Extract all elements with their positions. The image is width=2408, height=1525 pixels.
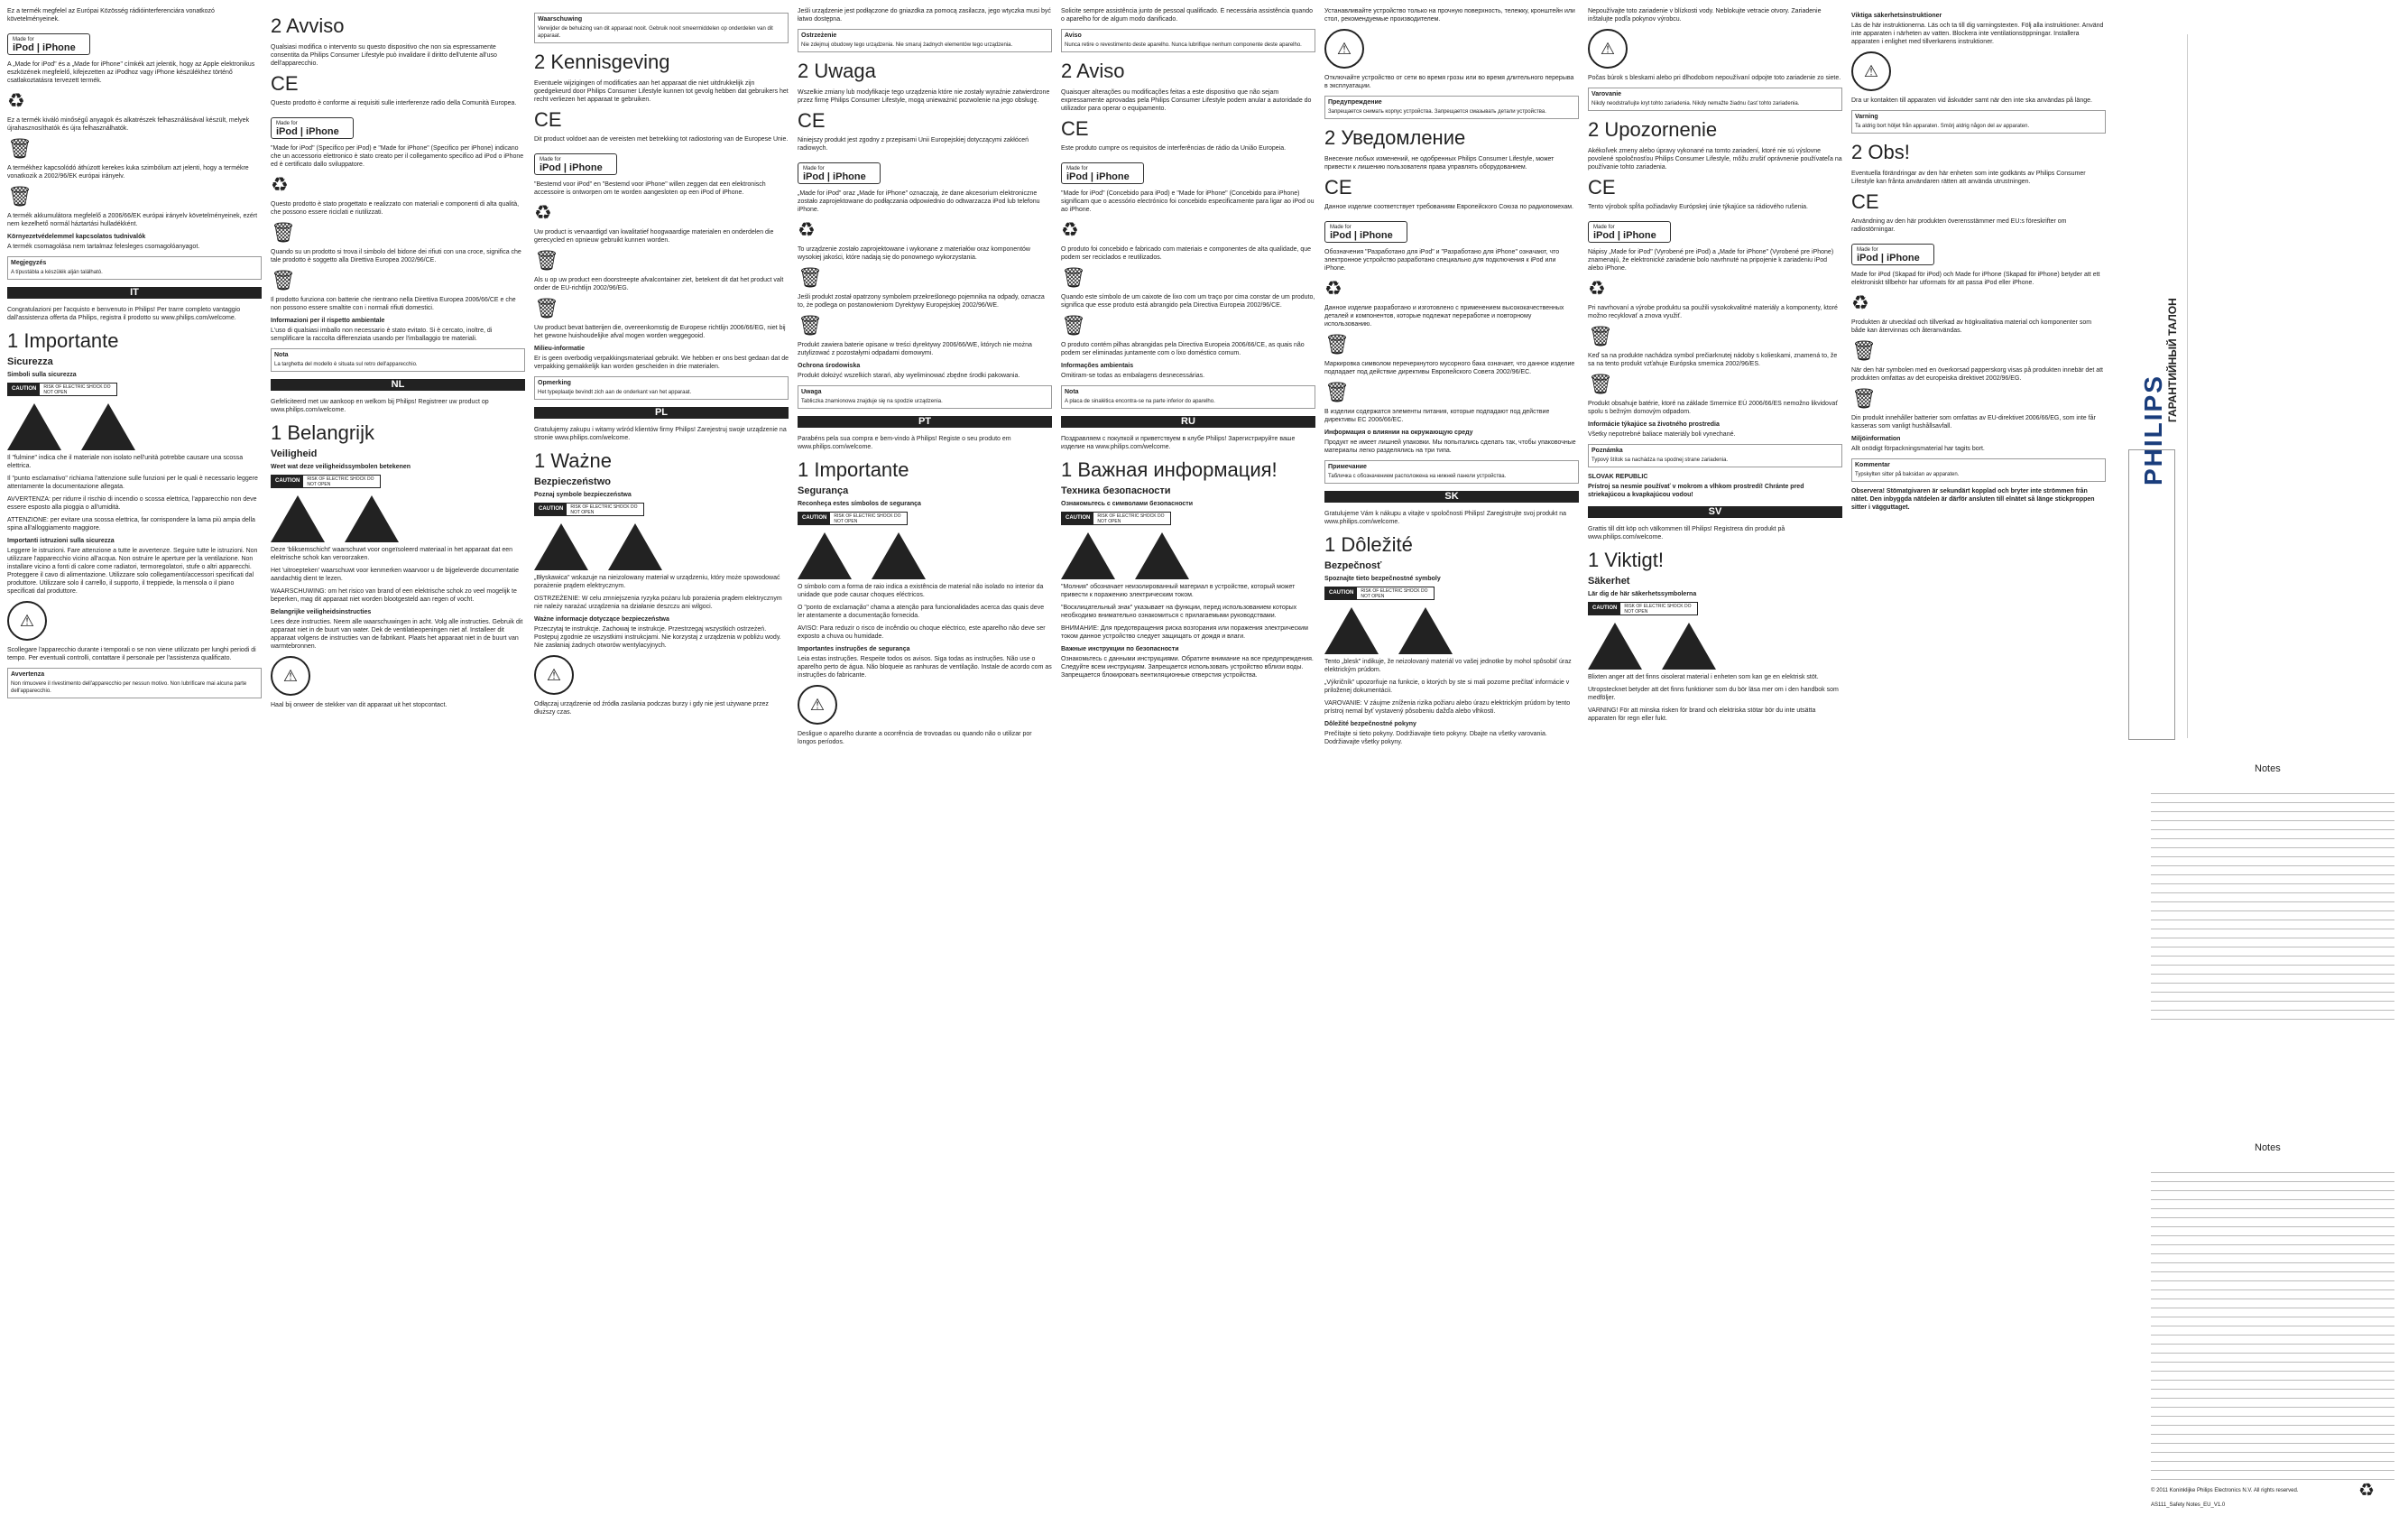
section-heading: Sicurezza [7,356,53,367]
paragraph: Leia estas instruções. Respeite todos os avisos. Siga todas as instruções. Não use o aparelho perto de água. Não bloqueie as ranhuras de ventilação. Instale de acordo com as instruções do fabricante. [798,656,1052,679]
paragraph: "Молния" обозначает неизолированный материал в устройстве, который может привести к поражению электрическим током. [1061,584,1296,598]
paragraph: Quaisquer alterações ou modificações feitas a este dispositivo que não sejam expressamente aprovadas pela Philips Consumer Lifestyle podem anular a autoridade do utilizador para operar o equipamento. [1061,89,1312,112]
section-title: 2 Uwaga [798,60,876,82]
paragraph: „Made for iPod" oraz „Made for iPhone" oznaczają, że dane akcesorium elektroniczne zostało zaprojektowane do podłączania odpowiednio do odtwarzacza iPod lub telefonu iPhone. [798,190,1040,213]
notes-heading: Notes [2255,763,2281,774]
section-heading: Важные инструкции по безопасности [1061,646,1179,652]
paragraph: Leggere le istruzioni. Fare attenzione a tutte le avvertenze. Seguire tutte le istruzioni. Non utilizzare l'apparecchio vicino all'acqua. Non ostruire le aperture per la ventilazione. Non installare vicino a fonti di calore come radiatori, termoregolatori, stufe o altri apparecchi. Proteggere il cavo di alimentazione. Utilizzare solo collegamenti/accessori specificati dal produttore. Utilizzare solo il carrello, il supporto, il treppiede, la mensola o il piano specificati dal produttore. [7,548,258,595]
section-heading: Ważne informacje dotyczące bezpieczeństwa [534,616,669,623]
paragraph: Haal bij onweer de stekker van dit apparaat uit het stopcontact. [271,702,447,708]
paragraph: Продукт не имеет лишней упаковки. Мы попытались сделать так, чтобы упаковочные материалы легко разделялись на три типа. [1324,439,1576,454]
section-title: 2 Уведомление [1324,126,1466,149]
section-title: 1 Dôležité [1324,533,1413,556]
paragraph: Ознакомьтесь с данными инструкциями. Обратите внимание на все предупреждения. Следуйте всем инструкциям. Запрещается использовать устройство вблизи воды. Запрещается блокировать вентиляционные отверстия устройства. [1061,656,1314,679]
cart-warning-icon: ⚠ [798,685,837,725]
section-subheading: Poznaj symbole bezpieczeństwa [534,492,632,498]
exclamation-warning-icon [345,495,399,542]
paragraph: Uw product bevat batterijen die, overeenkomstig de Europese richtlijn 2006/66/EG, niet bij het gewone huishoudelijke afval mogen worden weggegooid. [534,325,786,339]
paragraph: Congratulazioni per l'acquisto e benvenuto in Philips! Per trarre completo vantaggio dall'assistenza offerta da Philips, registra il prodotto su www.philips.com/welcome. [7,307,241,321]
paragraph: Jeśli produkt został opatrzony symbolem przekreślonego pojemnika na odpady, oznacza to, że podlega on postanowieniom Dyrektywy Europejskiej 2002/96/WE. [798,294,1045,309]
note-box: Kommentar Typskylten sitter på baksidan av apparaten. [1851,458,2106,482]
section-heading: Bezpečnosť [1324,560,1382,571]
notes-heading: Notes [2255,1142,2281,1153]
paragraph: Eventuella förändringar av den här enheten som inte godkänts av Philips Consumer Lifestyle kan frånta användaren rätten att använda utrustningen. [1851,171,2086,185]
crossed-bin-icon: 🗑 [1588,373,1613,395]
paragraph: Desligue o aparelho durante a ocorrência de trovoadas ou quando não o utilizar por longos períodos. [798,731,1032,745]
ce-mark-icon: CE [798,109,826,132]
caution-label: CAUTION RISK OF ELECTRIC SHOCK DO NOT OPEN [798,512,908,525]
exclamation-warning-icon [81,403,135,450]
caution-label: CAUTION RISK OF ELECTRIC SHOCK DO NOT OPEN [1061,512,1171,525]
warning-box: Waarschuwing Verwijder de behuizing van dit apparaat nooit. Gebruik nooit smeermiddelen op onderdelen van dit apparaat. [534,13,789,43]
paragraph: Läs de här instruktionerna. Läs och ta till dig varningstexten. Följ alla instruktioner. Använd inte apparaten i närheten av vatten. Blockera inte ventilationsöppningar. Installera apparaten i enlighet med tillverkarens instruktioner. [1851,23,2104,45]
paragraph: Wszelkie zmiany lub modyfikacje tego urządzenia które nie zostały wyraźnie zatwierdzone przez firmę Philips Consumer Lifestyle, mogą unieważnić pozwolenie na jego obsługę. [798,89,1050,104]
paragraph: WAARSCHUWING: om het risico van brand of een elektrische schok zo veel mogelijk te beperken, mag dit apparaat niet worden blootgesteld aan regen of vocht. [271,588,517,603]
lightning-warning-icon [798,532,852,579]
paragraph: När den här symbolen med en överkorsad papperskorg visas på produkten innebär det att produkten omfattas av det europeiska direktivet 2002/96/EG. [1851,367,2103,382]
document-code: AS111_Safety Notes_EU_V1.0 [2151,1502,2226,1508]
section-heading: Milieu-informatie [534,346,586,352]
section-subheading: Simboli sulla sicurezza [7,372,77,378]
crossed-bin-icon: 🗑 [1324,333,1350,356]
paragraph: Dra ur kontakten till apparaten vid åskväder samt när den inte ska användas på länge. [1851,97,2092,104]
paragraph: Deze 'bliksemschicht' waarschuwt voor ongeïsoleerd materiaal in het apparaat dat een elektrische schok kan veroorzaken. [271,547,513,561]
note-box: Megjegyzés A típustábla a készülék alján található. [7,256,262,280]
column-3 [534,7,789,1514]
paragraph: Gratulujemy zakupu i witamy wśród klientów firmy Philips! Zarejestruj swoje urządzenie na stronie www.philips.com/welcome. [534,427,787,441]
ce-mark-icon: CE [534,108,562,131]
made-for-ipod-logo: Made for iPod | iPhone [7,33,90,55]
paragraph: Este produto cumpre os requisitos de interferências de rádio da União Europeia. [1061,145,1287,152]
paragraph: A termék akkumulátora megfelelő a 2006/66/EK európai irányelv követelményeinek, ezért nem kezelhető normál háztartási hulladékként. [7,213,258,227]
ce-mark-icon: CE [1061,117,1089,140]
made-for-ipod-logo: Made for iPod | iPhone [798,162,881,184]
caution-label: CAUTION RISK OF ELECTRIC SHOCK DO NOT OPEN [7,383,117,396]
warranty-table [2128,449,2175,740]
paragraph: Prečítajte si tieto pokyny. Dodržiavajte tieto pokyny. Dbajte na všetky varovania. Dodržiavajte všetky pokyny. [1324,731,1547,745]
crossed-bin-icon: 🗑 [534,297,559,319]
paragraph: Blixten anger att det finns oisolerat material i enheten som kan ge en elektrisk stöt. [1588,674,1819,680]
caution-label: CAUTION RISK OF ELECTRIC SHOCK DO NOT OPEN [271,475,381,488]
notes-lines [2151,785,2394,1028]
paragraph: A termékhez kapcsolódó áthúzott kerekes kuka szimbólum azt jelenti, hogy a termékre vonatkozik a 2002/96/EK európai irányelv. [7,165,249,180]
section-title: 1 Важная информация! [1061,458,1278,481]
paragraph: Scollegare l'apparecchio durante i temporali o se non viene utilizzato per lunghi periodi di tempo. Per eventuali controlli, contattare il personale per l'assistenza qualificato. [7,647,256,661]
paragraph: AVVERTENZA: per ridurre il rischio di incendio o scossa elettrica, l'apparecchio non deve essere esposto alla pioggia o all'umidità. [7,496,257,511]
caution-label: CAUTION RISK OF ELECTRIC SHOCK DO NOT OPEN [534,503,644,516]
paragraph: Pri navrhovaní a výrobe produktu sa použili vysokokvalitné materiály a komponenty, ktoré možno recyklovať a znova využiť. [1588,305,1838,319]
warranty-text-area [2187,34,2215,738]
recycle-icon: ♻ [1324,277,1342,300]
paragraph: O "ponto de exclamação" chama a atenção para funcionalidades acerca das quais deve ler atentamente a documentação fornecida. [798,605,1045,619]
paragraph: Parabéns pela sua compra e bem-vindo à Philips! Registe o seu produto em www.philips.com/welcome. [798,436,1011,450]
column-9 [2115,7,2401,1514]
paragraph: Nepoužívajte toto zariadenie v blízkosti vody. Neblokujte vetracie otvory. Zariadenie inštalujte podľa pokynov výrobcu. [1588,8,1822,23]
section-heading: Importanti istruzioni sulla sicurezza [7,538,115,544]
paragraph: VARNING! För att minska risken för brand och elektriska stötar bör du inte utsätta apparaten för regn eller fukt. [1588,707,1816,722]
section-heading: Техника безопасности [1061,485,1171,496]
paragraph: „Výkričník" upozorňuje na funkcie, o ktorých by ste si mali pozorne prečítať informácie v priloženej dokumentácii. [1324,679,1570,694]
crossed-bin-icon: 🗑 [1851,387,1877,410]
paragraph: Qualsiasi modifica o intervento su questo dispositivo che non sia espressamente consentita da Philips Consumer Lifestyle può invalidare il diritto dell'utente all'uso dell'apparecchio. [271,44,497,67]
made-for-ipod-logo: Made for iPod | iPhone [534,153,617,175]
crossed-bin-icon: 🗑 [7,185,32,208]
paragraph: Keď sa na produkte nachádza symbol prečiarknutej nádoby s kolieskami, znamená to, že sa na tento produkt vzťahuje Európska smernica 2002/96/ES. [1588,353,1838,367]
paragraph: Prístroj sa nesmie používať v mokrom a vlhkom prostredí! Chránte pred striekajúcou a kvapkajúcou vodou! [1588,484,1804,498]
paragraph: O produto contém pilhas abrangidas pela Directiva Europeia 2006/66/CE, as quais não podem ser eliminadas juntamente com o lixo doméstico comum. [1061,342,1305,356]
paragraph: Niniejszy produkt jest zgodny z przepisami Unii Europejskiej dotyczącymi zakłóceń radiowych. [798,137,1029,152]
section-title: 1 Viktigt! [1588,549,1664,571]
note-box: Примечание Табличка с обозначением расположена на нижней панели устройства. [1324,460,1579,484]
paragraph: Produkt zawiera baterie opisane w treści dyrektywy 2006/66/WE, których nie można zutylizować z pozostałymi odpadami domowymi. [798,342,1032,356]
paragraph: Данное изделие разработано и изготовлено с применением высококачественных деталей и компонентов, которые подлежат переработке и повторному использованию. [1324,305,1564,328]
warning-box: Ostrzeżenie Nie zdejmuj obudowy tego urządzenia. Nie smaruj żadnych elementów tego urządzenia. [798,29,1052,52]
recycle-icon: ♻ [1851,291,1869,314]
warning-box: Varning Ta aldrig bort höljet från apparaten. Smörj aldrig någon del av apparaten. [1851,110,2106,134]
paragraph: Als u op uw product een doorstreepte afvalcontainer ziet, betekent dit dat het product valt onder de EU-richtlijn 2002/96/EG. [534,277,784,291]
paragraph: Observera! Stömatgivaren är sekundärt kopplad och bryter inte strömmen från nätet. Den inbyggda nätdelen är därför ansluten till elnätet så länge stickproppen sitter i vägguttaget. [1851,488,2095,511]
recycle-icon: ♻ [271,173,289,196]
paragraph: Användning av den här produkten överensstämmer med EU:s föreskrifter om radiostörningar. [1851,218,2067,233]
recycle-icon: ♻ [1588,277,1606,300]
language-bar-pl: PL [534,407,789,419]
column-8 [1851,7,2106,1514]
paragraph: "Made for iPod" (Concebido para iPod) e "Made for iPhone" (Concebido para iPhone) significam que o acessório electrónico foi concebido especificamente para ligar ao iPod ou ao iPhone. [1061,190,1315,213]
lightning-warning-icon [1061,532,1115,579]
made-for-ipod-logo: Made for iPod | iPhone [271,117,354,139]
paragraph: Gefeliciteerd met uw aankoop en welkom bij Philips! Registreer uw product op www.philips.com/welcome. [271,399,489,413]
paragraph: Počas búrok s bleskami alebo pri dlhodobom nepoužívaní odpojte toto zariadenie zo siete. [1588,75,1841,81]
warning-box: Предупреждение Запрещается снимать корпус устройства. Запрещается смазывать детали устройства. [1324,96,1579,119]
section-subheading: Reconheça estes símbolos de segurança [798,501,921,507]
paragraph: Omitiram-se todas as embalagens desnecessárias. [1061,373,1205,379]
section-title: 2 Upozornenie [1588,118,1718,141]
language-bar-it: IT [7,287,262,299]
section-heading: Информация о влиянии на окружающую среду [1324,430,1473,436]
crossed-bin-icon: 🗑 [798,314,823,337]
cart-warning-icon: ⚠ [1324,29,1364,69]
section-title: 1 Belangrijk [271,421,374,444]
ce-mark-icon: CE [271,72,299,95]
section-heading: Környezetvédelemmel kapcsolatos tudnivalók [7,234,146,240]
section-heading: Informazioni per il rispetto ambientale [271,318,385,324]
paragraph: „Błyskawica" wskazuje na nieizolowany materiał w urządzeniu, który może spowodować porażenie prądem elektrycznym. [534,575,780,589]
cart-warning-icon: ⚠ [1588,29,1628,69]
section-heading: SLOVAK REPUBLIC [1588,474,1648,480]
lightning-warning-icon [1324,607,1379,654]
cart-warning-icon: ⚠ [1851,51,1891,91]
paragraph: Маркировка символом перечеркнутого мусорного бака означает, что данное изделие подпадает под действие директивы Европейского Совета 2002/96/EC. [1324,361,1575,375]
section-subheading: Lär dig de här säkerhetssymbolerna [1588,591,1697,597]
crossed-bin-icon: 🗑 [1324,381,1350,403]
paragraph: Utropstecknet betyder att det finns funktioner som du bör läsa mer om i den handbok som medföljer. [1588,687,1839,701]
paragraph: В изделии содержатся элементы питания, которые подпадают под действие директивы ЕС 2006/66/EC. [1324,409,1550,423]
crossed-bin-icon: 🗑 [1061,266,1086,289]
language-bar-sk: SK [1324,491,1579,503]
ce-mark-icon: CE [1588,176,1616,199]
paragraph: Uw product is vervaardigd van kwalitatief hoogwaardige materialen en onderdelen die gerecycled en opnieuw gebruikt kunnen worden. [534,229,774,244]
section-heading: Bezpieczeństwo [534,476,611,487]
section-heading: Viktiga säkerhetsinstruktioner [1851,13,1942,19]
lightning-warning-icon [271,495,325,542]
warranty-title: ГАРАНТИЙНЫЙ ТАЛОН [2166,298,2179,422]
paragraph: Nápisy „Made for iPod" (Vyrobené pre iPod) a „Made for iPhone" (Vyrobené pre iPhone) znamenajú, že elektronické zariadenie bolo navrhnuté na pripojenie k zariadeniu iPod alebo iPhone. [1588,249,1834,272]
section-subheading: Ознакомьтесь с символами безопасности [1061,501,1194,507]
recycle-icon: ♻ [798,218,816,241]
paragraph: A „Made for iPod" és a „Made for iPhone" címkék azt jelentik, hogy az Apple elektronikus eszközének megfelelő, kifejezetten az iPodhoz vagy iPhone készülékhez történő csatlakoztatásra tervezett termék. [7,61,255,84]
section-heading: Informácie týkajúce sa životného prostredia [1588,421,1720,428]
section-title: 1 Ważne [534,449,613,472]
paragraph: Solicite sempre assistência junto de pessoal qualificado. É necessária assistência quando o aparelho for de algum modo danificado. [1061,8,1313,23]
section-heading: Veiligheid [271,448,318,459]
section-title: 2 Kennisgeving [534,51,670,73]
paragraph: Produkt obsahuje batérie, ktoré na základe Smernice EÚ 2006/66/ES nemožno likvidovať spolu s bežným domovým odpadom. [1588,401,1838,415]
recycle-icon: ♻ [2358,1481,2375,1501]
paragraph: Lees deze instructies. Neem alle waarschuwingen in acht. Volg alle instructies. Gebruik dit apparaat niet in de buurt van water. Dek de ventilatieopeningen niet af. Installeer dit apparaat volgens de instructies van de fabrikant. Plaats het apparaat niet in de buurt van warmtebronnen. [271,619,523,650]
note-box: Uwaga Tabliczka znamionowa znajduje się na spodzie urządzenia. [798,385,1052,409]
column-2 [271,7,525,1514]
paragraph: Questo prodotto è conforme ai requisiti sulle interferenze radio della Comunità Europea. [271,100,517,106]
paragraph: Questo prodotto è stato progettato e realizzato con materiali e componenti di alta qualità, che possono essere riciclati e riutilizzati. [271,201,520,216]
section-title: 1 Importante [798,458,909,481]
column-1 [7,7,262,1514]
paragraph: Din produkt innehåller batterier som omfattas av EU-direktivet 2006/66/EG, som inte får kasseras som vanligt hushållsavfall. [1851,415,2096,430]
language-bar-pt: PT [798,416,1052,428]
crossed-bin-icon: 🗑 [1061,314,1086,337]
lightning-warning-icon [7,403,61,450]
paragraph: Przeczytaj te instrukcje. Zachowaj te instrukcje. Przestrzegaj wszystkich ostrzeżeń. Postępuj zgodnie ze wszystkimi instrukcjami. Nie korzystaj z urządzenia w pobliżu wody. Nie zasłaniaj żadnych otworów wentylacyjnych. [534,626,781,649]
paragraph: L'uso di qualsiasi imballo non necessario è stato evitato. Si è cercato, inoltre, di semplificare la raccolta differenziata usando per l'imballaggio tre materiali. [271,328,493,342]
paragraph: Tento výrobok spĺňa požiadavky Európskej únie týkajúce sa rádiového rušenia. [1588,204,1808,210]
language-bar-ru: RU [1061,416,1315,428]
section-heading: Informações ambientais [1061,363,1134,369]
note-box: Nota La targhetta del modello è situata sul retro dell'apparecchio. [271,348,525,372]
crossed-bin-icon: 🗑 [534,249,559,272]
paragraph: A termék csomagolása nem tartalmaz felesleges csomagolóanyagot. [7,244,200,250]
warning-box: Varovanie Nikdy neodstraňujte kryt tohto zariadenia. Nikdy nemažte žiadnu časť tohto zariadenia. [1588,88,1842,111]
crossed-bin-icon: 🗑 [1588,325,1613,347]
paragraph: Ez a termék megfelel az Európai Közösség rádióinterferenciára vonatkozó követelményeinek. [7,8,215,23]
paragraph: OSTRZEŻENIE: W celu zmniejszenia ryzyka pożaru lub porażenia prądem elektrycznym nie należy narażać urządzenia na działanie deszczu ani wilgoci. [534,596,782,610]
paragraph: Eventuele wijzigingen of modificaties aan het apparaat die niet uitdrukkelijk zijn goedgekeurd door Philips Consumer Lifestyle kunnen tot gevolg hebben dat gebruikers het recht verliezen het apparaat te gebruiken. [534,80,789,103]
ce-mark-icon: CE [1324,176,1352,199]
section-subheading: Spoznajte tieto bezpečnostné symboly [1324,576,1441,582]
paragraph: ATTENZIONE: per evitare una scossa elettrica, far corrispondere la lama più ampia della spina all'alloggiamento maggiore. [7,517,255,531]
ce-mark-icon: CE [1851,190,1879,213]
recycle-icon: ♻ [534,201,552,224]
caution-label: CAUTION RISK OF ELECTRIC SHOCK DO NOT OPEN [1324,587,1435,600]
column-6 [1324,7,1579,1514]
paragraph: Odłączaj urządzenie od źródła zasilania podczas burzy i gdy nie jest używane przez dłuższy czas. [534,701,769,716]
paragraph: Il prodotto funziona con batterie che rientrano nella Direttiva Europea 2006/66/CE e che non possono essere smaltite con i normali rifiuti domestici. [271,297,516,311]
paragraph: Produkten är utvecklad och tillverkad av högkvalitativa material och komponenter som både kan återvinnas och återanvändas. [1851,319,2092,334]
paragraph: "Made for iPod" (Specifico per iPod) e "Made for iPhone" (Specifico per iPhone) indicano che un accessorio elettronico è stato creato per il collegamento specifico ad iPod o iPhone ed è certificato dallo sviluppatore. [271,145,524,168]
column-7 [1588,7,1842,1514]
section-title: 2 Obs! [1851,141,1910,163]
paragraph: Dit product voldoet aan de vereisten met betrekking tot radiostoring van de Europese Unie. [534,136,789,143]
note-box: Poznámka Typový štítok sa nachádza na spodnej strane zariadenia. [1588,444,1842,467]
paragraph: Akékoľvek zmeny alebo úpravy vykonané na tomto zariadení, ktoré nie sú výslovne povolené spoločnosťou Philips Consumer Lifestyle, môžu zrušiť oprávnenie používateľa na používanie tohto zariadenia. [1588,148,1842,171]
paragraph: Made for iPod (Skapad för iPod) och Made for iPhone (Skapad för iPhone) betyder att ett elektroniskt tillbehör har utformats för att passa iPod eller iPhone. [1851,272,2100,286]
lightning-warning-icon [1588,623,1642,670]
paragraph: Устанавливайте устройство только на прочную поверхность, тележку, кронштейн или стол, рекомендуемые производителем. [1324,8,1575,23]
exclamation-warning-icon [872,532,926,579]
made-for-ipod-logo: Made for iPod | iPhone [1061,162,1144,184]
paragraph: Všetky nepotrebné baliace materiály boli vynechané. [1588,431,1736,438]
note-box: Nota A placa de sinalética encontra-se na parte inferior do aparelho. [1061,385,1315,409]
section-heading: Importantes instruções de segurança [798,646,910,652]
crossed-bin-icon: 🗑 [271,269,296,291]
paragraph: Ez a termék kiváló minőségű anyagok és alkatrészek felhasználásával készült, melyek újrahasznosíthatók és újra felhasználhatók. [7,117,250,132]
paragraph: Отключайте устройство от сети во время грозы или во время длительного перерыва в эксплуатации. [1324,75,1574,89]
exclamation-warning-icon [1662,623,1716,670]
paragraph: Grattis till ditt köp och välkommen till Philips! Registrera din produkt på www.philips.com/welcome. [1588,526,1785,541]
exclamation-warning-icon [608,523,662,570]
section-heading: Belangrijke veiligheidsinstructies [271,609,372,615]
paragraph: Поздравляем с покупкой и приветствуем в клубе Philips! Зарегистрируйте ваше изделие на www.philips.com/welcome. [1061,436,1296,450]
paragraph: "Bestemd voor iPod" en "Bestemd voor iPhone" willen zeggen dat een elektronisch accessoire is ontworpen om te worden aangesloten op een iPod of iPhone. [534,181,766,196]
cart-warning-icon: ⚠ [534,655,574,695]
paragraph: Er is geen overbodig verpakkingsmateriaal gebruikt. We hebben er ons best gedaan dat de verpakking gemakkelijk kan worden gescheiden in drie materialen. [534,356,789,370]
caution-label: CAUTION RISK OF ELECTRIC SHOCK DO NOT OPEN [1588,602,1698,615]
paragraph: Gratulujeme Vám k nákupu a vitajte v spoločnosti Philips! Zaregistrujte svoj produkt na www.philips.com/welcome. [1324,511,1567,525]
crossed-bin-icon: 🗑 [271,221,296,244]
crossed-bin-icon: 🗑 [7,137,32,160]
note-box: Opmerking Het typeplaatje bevindt zich aan de onderkant van het apparaat. [534,376,789,400]
made-for-ipod-logo: Made for iPod | iPhone [1851,244,1934,265]
paragraph: Quando este símbolo de um caixote de lixo com um traço por cima constar de um produto, significa que esse produto está abrangido pela Directiva Europeia 2002/96/CE. [1061,294,1315,309]
paragraph: Il "punto esclamativo" richiama l'attenzione sulle funzioni per le quali è necessario leggere attentamente la documentazione allegata. [7,476,258,490]
made-for-ipod-logo: Made for iPod | iPhone [1588,221,1671,243]
paragraph: Tento „blesk" indikuje, že neizolovaný materiál vo vašej jednotke by mohol spôsobiť úraz elektrickým prúdom. [1324,659,1572,673]
paragraph: O produto foi concebido e fabricado com materiais e componentes de alta qualidade, que podem ser reciclados e reutilizados. [1061,246,1312,261]
column-4 [798,7,1052,1514]
paragraph: Produkt dołożyć wszelkich starań, aby wyeliminować zbędne środki pakowania. [798,373,1020,379]
warning-box: Aviso Nunca retire o revestimento deste aparelho. Nunca lubrifique nenhum componente deste aparelho. [1061,29,1315,52]
notes-lines [2151,1164,2394,1488]
paragraph: Jeśli urządzenie jest podłączone do gniazdka za pomocą zasilacza, jego wtyczka musi być łatwo dostępna. [798,8,1051,23]
paragraph: Il "fulmine" indica che il materiale non isolato nell'unità potrebbe causare una scossa elettrica. [7,455,244,469]
paragraph: O símbolo com a forma de raio indica a existência de material não isolado no interior da unidade que pode causar choques eléctricos. [798,584,1044,598]
crossed-bin-icon: 🗑 [1851,339,1877,362]
recycle-icon: ♻ [1061,218,1079,241]
brand-logo: PHILIPS [2139,374,2167,485]
paragraph: Обозначения "Разработано для iPod" и "Разработано для iPhone" означают, что электронное устройство разработано специально для подключения к iPod или iPhone. [1324,249,1560,272]
paragraph: Внесение любых изменений, не одобренных Philips Consumer Lifestyle, может привести к лишению пользователя права управлять оборудованием. [1324,156,1555,171]
section-title: 2 Aviso [1061,60,1125,82]
copyright: © 2011 Koninklijke Philips Electronics N.V. All rights reserved. [2151,1488,2299,1493]
section-heading: Ochrona środowiska [798,363,861,369]
paragraph: VAROVANIE: V záujme zníženia rizika požiaru alebo úrazu elektrickým prúdom by tento prístroj nemal byť vystavený pôsobeniu dažďa alebo vlhkosti. [1324,700,1571,715]
exclamation-warning-icon [1398,607,1453,654]
crossed-bin-icon: 🗑 [798,266,823,289]
warning-box: Avvertenza Non rimuovere il rivestimento dell'apparecchio per nessun motivo. Non lubrificare mai alcuna parte dell'apparecchio. [7,668,262,698]
exclamation-warning-icon [1135,532,1189,579]
paragraph: "Восклицательный знак" указывает на функции, перед использованием которых необходимо внимательно ознакомиться с прилагаемыми руководствами. [1061,605,1297,619]
paragraph: To urządzenie zostało zaprojektowane i wykonane z materiałów oraz komponentów wysokiej jakości, które nadają się do ponownego wykorzystania. [798,246,1030,261]
lightning-warning-icon [534,523,588,570]
paragraph: ВНИМАНИЕ: Для предотвращения риска возгорания или поражения электрическим током данное устройство следует защищать от дождя и влаги. [1061,625,1308,640]
language-bar-nl: NL [271,379,525,391]
cart-warning-icon: ⚠ [271,656,310,696]
recycle-icon: ♻ [7,89,25,112]
paragraph: Данное изделие соответствует требованиям Европейского Союза по радиопомехам. [1324,204,1574,210]
language-bar-sv: SV [1588,506,1842,518]
made-for-ipod-logo: Made for iPod | iPhone [1324,221,1407,243]
paragraph: Quando su un prodotto si trova il simbolo del bidone dei rifiuti con una croce, significa che tale prodotto è soggetto alla Direttiva Europea 2002/96/CE. [271,249,521,263]
section-heading: Miljöinformation [1851,436,1901,442]
section-heading: Säkerhet [1588,576,1630,587]
section-heading: Segurança [798,485,849,496]
cart-warning-icon: ⚠ [7,601,47,641]
section-title: 1 Importante [7,329,119,352]
section-title: 2 Avviso [271,14,345,37]
paragraph: Het 'uitroepteken' waarschuwt voor kenmerken waarvoor u de bijgeleverde documentatie aandachtig dient te lezen. [271,568,520,582]
paragraph: Allt onödigt förpackningsmaterial har tagits bort. [1851,446,1985,452]
paragraph: AVISO: Para reduzir o risco de incêndio ou choque eléctrico, este aparelho não deve ser exposto a chuva ou humidade. [798,625,1046,640]
column-5 [1061,7,1315,1514]
section-heading: Dôležité bezpečnostné pokyny [1324,721,1416,727]
section-subheading: Weet wat deze veiligheidssymbolen betekenen [271,464,411,470]
